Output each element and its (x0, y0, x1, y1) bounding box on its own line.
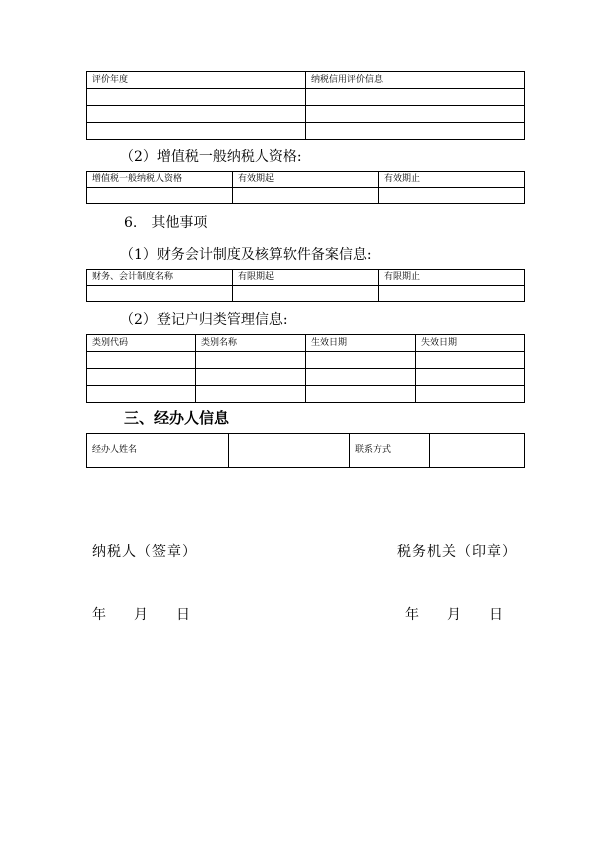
vat-qualification-table (86, 171, 525, 204)
table-cell[interactable] (87, 123, 306, 140)
table-cell[interactable] (379, 286, 525, 302)
table-cell[interactable] (416, 352, 525, 369)
header-accounting-system-name: 财务、会计制度名称 (87, 270, 233, 286)
contact-method-field[interactable] (430, 434, 525, 468)
table-row (87, 386, 525, 403)
table-cell[interactable] (196, 352, 306, 369)
taxpayer-day-label: 日 (176, 607, 190, 623)
table-cell[interactable] (196, 369, 306, 386)
vat-qualification-heading: （2）增值税一般纳税人资格: (120, 149, 302, 165)
table-row (87, 188, 525, 204)
table-cell[interactable] (416, 369, 525, 386)
table-header-row (87, 172, 525, 188)
table-cell[interactable] (87, 89, 306, 106)
header-category-code: 类别代码 (87, 335, 196, 352)
header-valid-to: 有效期止 (379, 172, 525, 188)
taxpayer-year-label: 年 (92, 607, 106, 623)
taxpayer-month-label: 月 (134, 607, 148, 623)
table-cell[interactable] (306, 369, 416, 386)
agent-name-field[interactable] (229, 434, 350, 468)
table-cell[interactable] (306, 89, 525, 106)
header-valid-from: 有效期起 (233, 172, 379, 188)
table-cell[interactable] (306, 123, 525, 140)
table-header-row (87, 335, 525, 352)
header-credit-evaluation-info: 纳税信用评价信息 (306, 72, 525, 89)
table-cell[interactable] (196, 386, 306, 403)
agent-name-label: 经办人姓名 (87, 434, 229, 468)
agent-info-table (86, 433, 525, 468)
table-cell[interactable] (233, 188, 379, 204)
authority-month-label: 月 (447, 607, 461, 623)
header-evaluation-year: 评价年度 (87, 72, 306, 89)
accounting-filing-heading: （1）财务会计制度及核算软件备案信息: (120, 247, 372, 263)
table-cell[interactable] (87, 352, 196, 369)
authority-day-label: 日 (489, 607, 503, 623)
table-cell[interactable] (87, 369, 196, 386)
table-row (87, 286, 525, 302)
accounting-system-table (86, 269, 525, 302)
table-header-row (87, 72, 525, 89)
table-cell[interactable] (416, 386, 525, 403)
table-cell[interactable] (379, 188, 525, 204)
table-row (87, 434, 525, 468)
table-cell[interactable] (306, 106, 525, 123)
table-cell[interactable] (233, 286, 379, 302)
table-row (87, 106, 525, 123)
table-cell[interactable] (306, 352, 416, 369)
table-cell[interactable] (87, 106, 306, 123)
taxpayer-signature-label: 纳税人（签章） (92, 544, 197, 560)
category-management-heading: （2）登记户归类管理信息: (120, 312, 288, 328)
table-cell[interactable] (306, 386, 416, 403)
category-management-table (86, 334, 525, 403)
table-row (87, 352, 525, 369)
header-period-from: 有限期起 (233, 270, 379, 286)
header-effective-date: 生效日期 (306, 335, 416, 352)
table-cell[interactable] (87, 386, 196, 403)
table-header-row (87, 270, 525, 286)
other-matters-heading: 6. 其他事项 (124, 215, 208, 231)
tax-authority-seal-label: 税务机关（印章） (397, 544, 517, 560)
contact-method-label: 联系方式 (350, 434, 430, 468)
header-vat-qualification: 增值税一般纳税人资格 (87, 172, 233, 188)
table-row (87, 123, 525, 140)
table-row (87, 89, 525, 106)
table-cell[interactable] (87, 188, 233, 204)
header-period-to: 有限期止 (379, 270, 525, 286)
agent-info-section-title: 三、经办人信息 (124, 409, 230, 427)
header-expiry-date: 失效日期 (416, 335, 525, 352)
credit-rating-table (86, 71, 525, 140)
header-category-name: 类别名称 (196, 335, 306, 352)
authority-year-label: 年 (405, 607, 419, 623)
table-cell[interactable] (87, 286, 233, 302)
table-row (87, 369, 525, 386)
